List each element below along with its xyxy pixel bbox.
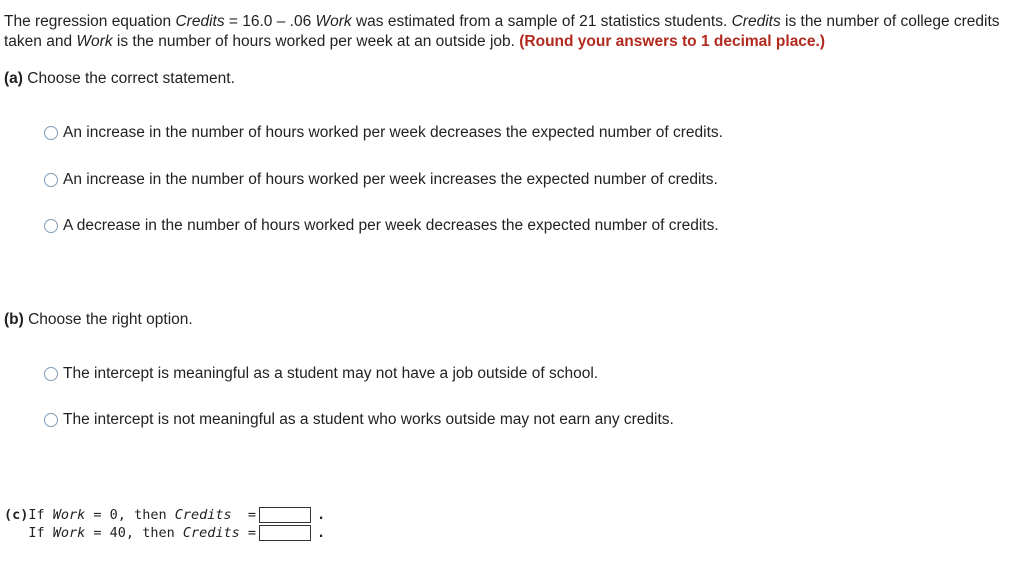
part-b-label: (b) <box>4 311 24 328</box>
credits-variable: Credits <box>175 13 225 30</box>
part-c-row-1 <box>4 506 325 524</box>
option-label: A decrease in the number of hours worked per week decreases the expected number of credits. <box>63 217 719 234</box>
problem-intro <box>4 12 1014 52</box>
credits-variable: Credits <box>731 13 781 30</box>
row-text: If <box>28 525 53 541</box>
part-a-option-2[interactable] <box>44 170 718 190</box>
part-b-option-1[interactable] <box>44 364 598 384</box>
row-text: = 40, then <box>85 525 183 541</box>
part-a-prompt: Choose the correct statement. <box>27 70 235 87</box>
part-c-label: (c) <box>4 507 29 523</box>
equation-text: = 16.0 – .06 <box>224 13 316 30</box>
credits-answer-input-work-40[interactable] <box>259 525 311 541</box>
equals-sign: = <box>239 525 257 541</box>
intro-text: is the number of hours worked per week at an outside job. <box>112 33 520 50</box>
option-label: An increase in the number of hours worked per week decreases the expected number of credits. <box>63 124 723 141</box>
option-label: The intercept is not meaningful as a student who works outside may not earn any credits. <box>63 411 674 428</box>
work-variable: Work <box>76 33 113 50</box>
intro-text: The regression equation <box>4 13 176 30</box>
part-c-row-2 <box>4 524 325 542</box>
intro-text: is the number of college credits taken and <box>4 13 1000 50</box>
credits-variable: Credits <box>182 525 240 541</box>
credits-variable: Credits <box>174 507 232 523</box>
indent <box>4 525 28 541</box>
credits-answer-input-work-0[interactable] <box>259 507 311 523</box>
part-a-option-1[interactable] <box>44 123 723 143</box>
part-b-prompt: Choose the right option. <box>28 311 193 328</box>
option-label: An increase in the number of hours worked per week increases the expected number of credits. <box>63 171 718 188</box>
radio-button[interactable] <box>44 126 58 140</box>
radio-button[interactable] <box>44 219 58 233</box>
work-variable: Work <box>52 507 86 523</box>
option-label: The intercept is meaningful as a student may not have a job outside of school. <box>63 365 599 382</box>
radio-button[interactable] <box>44 173 58 187</box>
work-variable: Work <box>315 13 352 30</box>
part-b-heading <box>4 311 193 329</box>
part-b-option-2[interactable] <box>44 410 674 430</box>
period: . <box>317 507 326 523</box>
part-a-label: (a) <box>4 70 23 87</box>
intro-text: was estimated from a sample of 21 statistics students. <box>351 13 732 30</box>
period: . <box>317 525 326 541</box>
radio-button[interactable] <box>44 413 58 427</box>
equals-sign: = <box>231 507 256 523</box>
work-variable: Work <box>52 525 86 541</box>
row-text: = 0, then <box>85 507 175 523</box>
rounding-note: (Round your answers to 1 decimal place.) <box>519 33 826 50</box>
part-a-heading <box>4 70 235 88</box>
part-a-option-3[interactable] <box>44 216 719 236</box>
radio-button[interactable] <box>44 367 58 381</box>
row-text: If <box>28 507 53 523</box>
part-c <box>4 506 325 542</box>
